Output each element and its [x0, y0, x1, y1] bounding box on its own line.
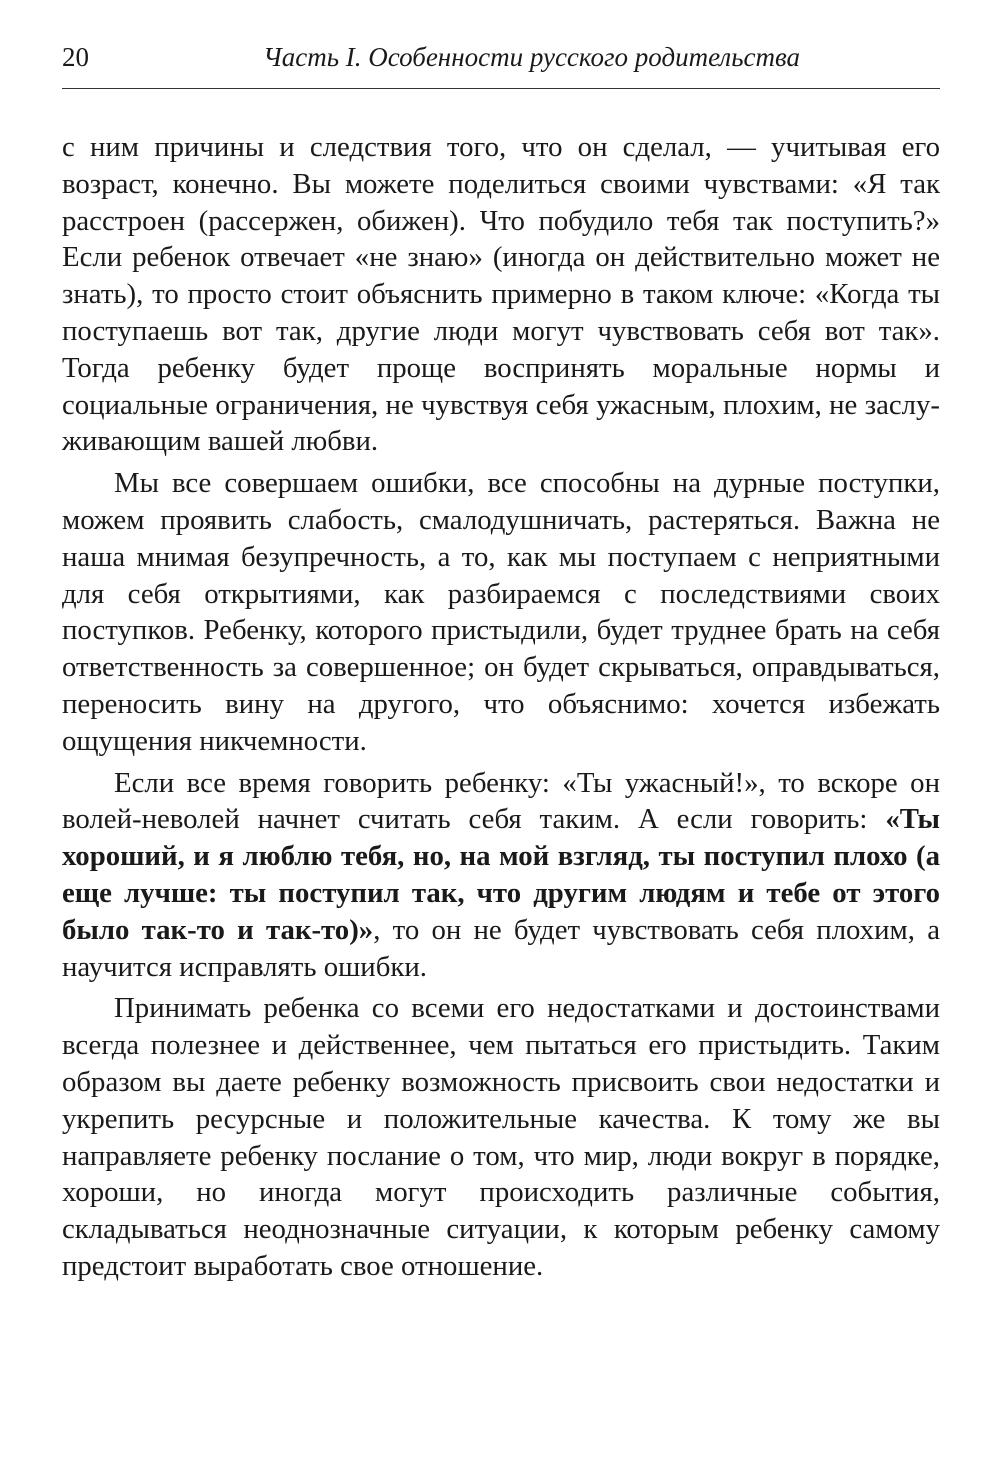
paragraph-3 [62, 765, 940, 986]
running-header [62, 42, 940, 89]
paragraph-3-end: , то он не будет чувствовать себя плохим, а научится исправлять ошибки. [62, 913, 940, 983]
body-text [62, 129, 940, 1285]
page-number: 20 [62, 42, 89, 72]
paragraph-2: Мы все совершаем ошибки, все способны на дурные поступки, можем проявить слабость, смалодушничать, растеряться. Важна не наша мнимая безупречность, а то, как мы поступаем с неприятными для себя открытиями, как разбираемся с последствиями своих поступков. Ребенку, которого пристыдили, будет труднее брать на себя ответственность за совершенное; он будет скрываться, оправдываться, переносить вину на другого, что объяснимо: хочется избежать ощущения никчемности. [62, 467, 940, 757]
paragraph-3-bold-quote: «Ты хороший, и я люблю тебя, но, на мой взгляд, ты поступил плохо (а еще лучше: ты поступил так, что другим людям и тебе от этого было так-то и так-то)» [62, 803, 940, 946]
chapter-title: Часть I. Особенности русского родительства [263, 42, 800, 72]
paragraph-4: Принимать ребенка со всеми его недостатками и достоинствами всегда полезнее и действеннее, чем пытаться его пристыдить. Таким образом вы даете ребенку возможность присвоить свои недостатки и укрепить ресурсные и положительные качества. К тому же вы направляете ребенку послание о том, что мир, люди вокруг в порядке, хороши, но иногда могут происходить различные события, складываться неоднозначные ситуации, к которым ребенку самому предстоит выработать свое отношение. [62, 992, 940, 1282]
paragraph-3-start: Если все время говорить ребенку: «Ты ужасный!», то вскоре он волей-неволей начнет считать себя таким. А если говорить: [62, 766, 940, 836]
paragraph-1: с ним причины и следствия того, что он сделал, — учитывая его возраст, конечно. Вы можете поделиться своими чувствами: «Я так расстроен (рассержен, обижен). Что побудило тебя так поступить?» Если ребенок отвечает «не знаю» (иногда он действительно может не знать), то просто стоит объяснить примерно в таком ключе: «Когда ты поступаешь вот так, другие люди могут чувствовать себя вот так». Тогда ребенку будет проще воспринять моральные нормы и социальные ограничения, не чувствуя себя ужасным, плохим, не заслуживающим вашей любви. [62, 131, 940, 458]
